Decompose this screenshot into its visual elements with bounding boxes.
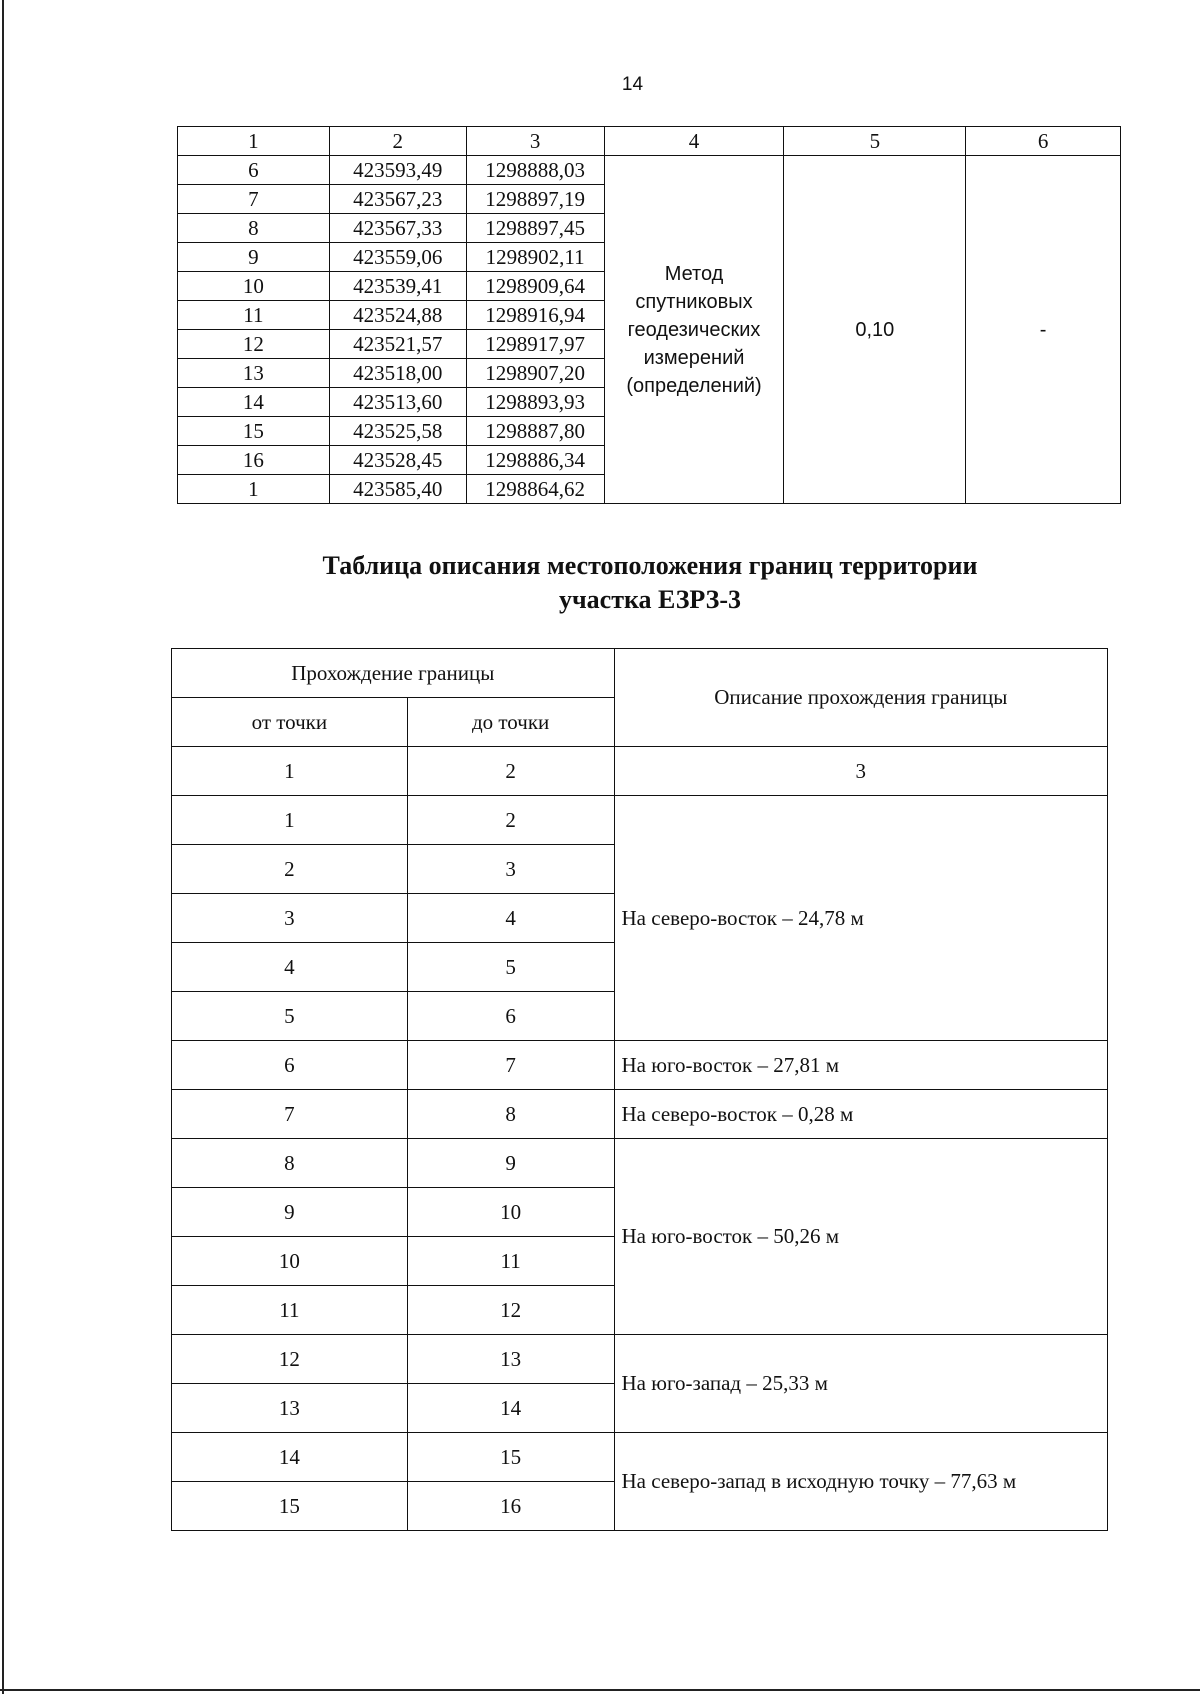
header-description: Описание прохождения границы bbox=[614, 649, 1107, 747]
to-point: 10 bbox=[407, 1188, 614, 1237]
from-point: 6 bbox=[172, 1041, 408, 1090]
boundary-description: На северо-восток – 0,28 м bbox=[614, 1090, 1107, 1139]
point-number: 6 bbox=[178, 156, 330, 185]
column-number-cell: 4 bbox=[604, 127, 784, 156]
to-point: 15 bbox=[407, 1433, 614, 1482]
page-number: 14 bbox=[621, 74, 644, 95]
method-line: геодезических bbox=[627, 318, 761, 341]
coordinate-x: 423525,58 bbox=[329, 417, 466, 446]
boundary-row bbox=[172, 1139, 1108, 1188]
numbering-cell: 3 bbox=[614, 747, 1107, 796]
point-number: 12 bbox=[178, 330, 330, 359]
point-number: 7 bbox=[178, 185, 330, 214]
header-from-point: от точки bbox=[172, 698, 408, 747]
coordinates-table bbox=[177, 126, 1121, 504]
from-point: 5 bbox=[172, 992, 408, 1041]
to-point: 7 bbox=[407, 1041, 614, 1090]
from-point: 12 bbox=[172, 1335, 408, 1384]
section-title-line-2: участка ЕЗРЗ-3 bbox=[558, 585, 742, 614]
boundary-description: На юго-восток – 50,26 м bbox=[614, 1139, 1107, 1335]
from-point: 1 bbox=[172, 796, 408, 845]
point-number: 8 bbox=[178, 214, 330, 243]
from-point: 2 bbox=[172, 845, 408, 894]
to-point: 9 bbox=[407, 1139, 614, 1188]
point-number: 11 bbox=[178, 301, 330, 330]
column-number-cell: 6 bbox=[966, 127, 1121, 156]
to-point: 5 bbox=[407, 943, 614, 992]
boundary-description: На юго-восток – 27,81 м bbox=[614, 1041, 1107, 1090]
accuracy-value: 0,10 bbox=[784, 156, 966, 504]
method-line: спутниковых bbox=[635, 290, 753, 313]
coordinate-x: 423513,60 bbox=[329, 388, 466, 417]
to-point: 2 bbox=[407, 796, 614, 845]
to-point: 16 bbox=[407, 1482, 614, 1531]
column-number-cell: 2 bbox=[329, 127, 466, 156]
boundary-row bbox=[172, 1041, 1108, 1090]
coordinate-x: 423539,41 bbox=[329, 272, 466, 301]
method-line: измерений bbox=[643, 346, 745, 369]
numbering-cell: 2 bbox=[407, 747, 614, 796]
coordinate-y: 1298897,45 bbox=[466, 214, 604, 243]
coordinate-y: 1298907,20 bbox=[466, 359, 604, 388]
boundary-row bbox=[172, 796, 1108, 845]
point-number: 1 bbox=[178, 475, 330, 504]
from-point: 9 bbox=[172, 1188, 408, 1237]
point-number: 10 bbox=[178, 272, 330, 301]
from-point: 13 bbox=[172, 1384, 408, 1433]
to-point: 14 bbox=[407, 1384, 614, 1433]
coordinate-x: 423521,57 bbox=[329, 330, 466, 359]
from-point: 11 bbox=[172, 1286, 408, 1335]
to-point: 4 bbox=[407, 894, 614, 943]
point-number: 9 bbox=[178, 243, 330, 272]
scan-edge-bottom bbox=[0, 1689, 1200, 1691]
column-number-cell: 5 bbox=[784, 127, 966, 156]
section-title-line-1: Таблица описания местоположения границ территории bbox=[322, 551, 978, 580]
to-point: 8 bbox=[407, 1090, 614, 1139]
column-number-row bbox=[178, 127, 1121, 156]
method-line: Метод bbox=[664, 262, 724, 285]
point-number: 14 bbox=[178, 388, 330, 417]
header-boundary-passage: Прохождение границы bbox=[172, 649, 615, 698]
from-point: 4 bbox=[172, 943, 408, 992]
coordinate-x: 423528,45 bbox=[329, 446, 466, 475]
scan-edge-left bbox=[2, 0, 4, 1694]
column-number-cell: 1 bbox=[178, 127, 330, 156]
coordinate-x: 423567,23 bbox=[329, 185, 466, 214]
coordinate-x: 423567,33 bbox=[329, 214, 466, 243]
coordinate-row bbox=[178, 156, 1121, 185]
numbering-row bbox=[172, 747, 1108, 796]
boundary-description: На северо-восток – 24,78 м bbox=[614, 796, 1107, 1041]
boundary-description: На северо-запад в исходную точку – 77,63 м bbox=[614, 1433, 1107, 1531]
boundary-description-table bbox=[171, 648, 1108, 1531]
method-line: (определений) bbox=[626, 374, 762, 397]
measurement-method bbox=[604, 156, 784, 504]
from-point: 3 bbox=[172, 894, 408, 943]
boundary-description: На юго-запад – 25,33 м bbox=[614, 1335, 1107, 1433]
coordinate-y: 1298909,64 bbox=[466, 272, 604, 301]
coordinate-y: 1298886,34 bbox=[466, 446, 604, 475]
point-number: 15 bbox=[178, 417, 330, 446]
coordinate-y: 1298897,19 bbox=[466, 185, 604, 214]
to-point: 13 bbox=[407, 1335, 614, 1384]
coordinate-y: 1298888,03 bbox=[466, 156, 604, 185]
point-number: 13 bbox=[178, 359, 330, 388]
from-point: 10 bbox=[172, 1237, 408, 1286]
coordinate-x: 423593,49 bbox=[329, 156, 466, 185]
header-row-1 bbox=[172, 649, 1108, 698]
coordinate-y: 1298887,80 bbox=[466, 417, 604, 446]
to-point: 11 bbox=[407, 1237, 614, 1286]
coordinate-x: 423518,00 bbox=[329, 359, 466, 388]
coordinate-x: 423585,40 bbox=[329, 475, 466, 504]
coordinate-x: 423524,88 bbox=[329, 301, 466, 330]
coordinate-y: 1298864,62 bbox=[466, 475, 604, 504]
boundary-row bbox=[172, 1335, 1108, 1384]
from-point: 15 bbox=[172, 1482, 408, 1531]
boundary-row bbox=[172, 1433, 1108, 1482]
numbering-cell: 1 bbox=[172, 747, 408, 796]
coordinate-y: 1298916,94 bbox=[466, 301, 604, 330]
column6-value: - bbox=[966, 156, 1121, 504]
from-point: 8 bbox=[172, 1139, 408, 1188]
coordinate-x: 423559,06 bbox=[329, 243, 466, 272]
coordinate-y: 1298917,97 bbox=[466, 330, 604, 359]
column-number-cell: 3 bbox=[466, 127, 604, 156]
to-point: 12 bbox=[407, 1286, 614, 1335]
header-to-point: до точки bbox=[407, 698, 614, 747]
from-point: 7 bbox=[172, 1090, 408, 1139]
coordinate-y: 1298902,11 bbox=[466, 243, 604, 272]
coordinate-y: 1298893,93 bbox=[466, 388, 604, 417]
to-point: 3 bbox=[407, 845, 614, 894]
section-title bbox=[180, 549, 1120, 617]
boundary-row bbox=[172, 1090, 1108, 1139]
from-point: 14 bbox=[172, 1433, 408, 1482]
to-point: 6 bbox=[407, 992, 614, 1041]
point-number: 16 bbox=[178, 446, 330, 475]
